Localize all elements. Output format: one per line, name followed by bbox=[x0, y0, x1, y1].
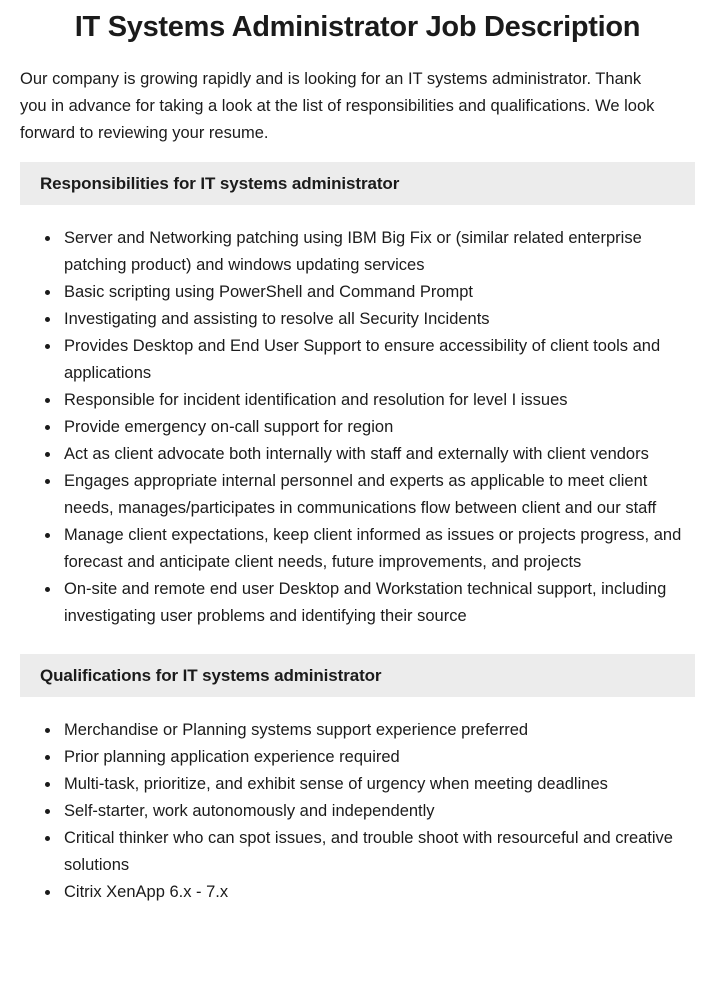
section-heading-label: Responsibilities for IT systems administrator bbox=[40, 173, 400, 193]
list-item: • Basic scripting using PowerShell and Command Prompt bbox=[61, 279, 695, 306]
list-item: • Investigating and assisting to resolve all Security Incidents bbox=[61, 306, 695, 333]
list-item: • Critical thinker who can spot issues, and trouble shoot with resourceful and creative solutions bbox=[61, 825, 695, 879]
intro-paragraph: Our company is growing rapidly and is looking for an IT systems administrator. Thank you in advance for taking a look at the list of responsibilities and qualifications. We look forward to reviewing your resume. bbox=[20, 70, 655, 142]
list-item: • Prior planning application experience required bbox=[61, 744, 695, 771]
list-item: • Multi-task, prioritize, and exhibit sense of urgency when meeting deadlines bbox=[61, 771, 695, 798]
list-item: • Act as client advocate both internally with staff and externally with client vendors bbox=[61, 441, 695, 468]
list-item: • Engages appropriate internal personnel and experts as applicable to meet client needs, manages/participates in communications flow between client and our staff bbox=[61, 468, 695, 522]
section-heading-qualifications bbox=[20, 654, 695, 697]
section-heading-responsibilities bbox=[20, 162, 695, 205]
section-heading-label: Qualifications for IT systems administrator bbox=[40, 665, 382, 685]
responsibilities-list bbox=[20, 225, 695, 630]
list-item: • Merchandise or Planning systems support experience preferred bbox=[61, 717, 695, 744]
list-item: • Server and Networking patching using IBM Big Fix or (similar related enterprise patching product) and windows updating services bbox=[61, 225, 695, 279]
list-item: • Provide emergency on-call support for region bbox=[61, 414, 695, 441]
list-item: • Citrix XenApp 6.x - 7.x bbox=[61, 879, 695, 906]
list-item: • Manage client expectations, keep client informed as issues or projects progress, and forecast and anticipate client needs, future improvements, and projects bbox=[61, 522, 695, 576]
list-item: • Responsible for incident identification and resolution for level I issues bbox=[61, 387, 695, 414]
page-title: IT Systems Administrator Job Description bbox=[74, 11, 641, 43]
list-item: • Provides Desktop and End User Support to ensure accessibility of client tools and applications bbox=[61, 333, 695, 387]
list-item: • Self-starter, work autonomously and independently bbox=[61, 798, 695, 825]
list-item: • On-site and remote end user Desktop and Workstation technical support, including investigating user problems and identifying their source bbox=[61, 576, 695, 630]
qualifications-list bbox=[20, 717, 695, 906]
